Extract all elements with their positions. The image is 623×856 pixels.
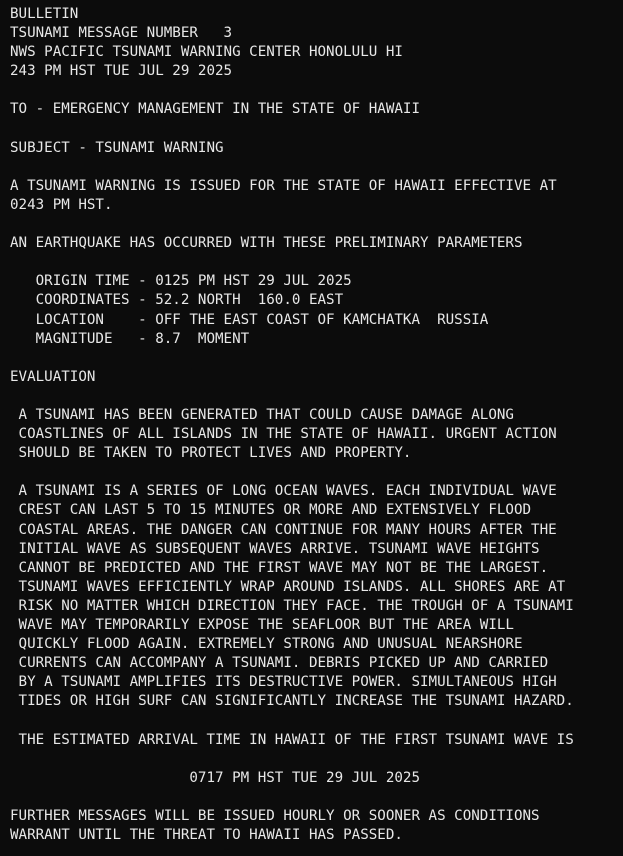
warning-statement-line: 0243 PM HST. [10, 196, 113, 213]
location: LOCATION - OFF THE EAST COAST OF KAMCHATKA RUSSIA [10, 311, 489, 328]
origin-time: ORIGIN TIME - 0125 PM HST 29 JUL 2025 [10, 273, 352, 290]
blank-line [10, 120, 623, 139]
tsunami-description-line: A TSUNAMI IS A SERIES OF LONG OCEAN WAVES. EACH INDIVIDUAL WAVE [10, 483, 557, 500]
tsunami-description-line: WAVE MAY TEMPORARILY EXPOSE THE SEAFLOOR BUT THE AREA WILL [10, 617, 514, 633]
arrival-time: 0717 PM HST TUE 29 JUL 2025 [10, 769, 420, 786]
issue-time: 243 PM HST TUE JUL 29 2025 [10, 63, 233, 80]
recipient-line: TO - EMERGENCY MANAGEMENT IN THE STATE OF HAWAII [10, 101, 420, 118]
blank-line [10, 81, 623, 100]
tsunami-description-line: INITIAL WAVE AS SUBSEQUENT WAVES ARRIVE. TSUNAMI WAVE HEIGHTS [10, 540, 540, 557]
evaluation-paragraph-line: SHOULD BE TAKEN TO PROTECT LIVES AND PROPERTY. [10, 445, 412, 462]
blank-line [10, 788, 623, 807]
tsunami-description-line: CURRENTS CAN ACCOMPANY A TSUNAMI. DEBRIS PICKED UP AND CARRIED [10, 655, 549, 672]
further-messages-line: FURTHER MESSAGES WILL BE ISSUED HOURLY OR SOONER AS CONDITIONS [10, 807, 540, 824]
tsunami-description-line: QUICKLY FLOOD AGAIN. EXTREMELY STRONG AND UNUSUAL NEARSHORE [10, 636, 523, 653]
message-number: TSUNAMI MESSAGE NUMBER 3 [10, 25, 233, 42]
earthquake-intro: AN EARTHQUAKE HAS OCCURRED WITH THESE PRELIMINARY PARAMETERS [10, 235, 523, 252]
evaluation-paragraph-line: COASTLINES OF ALL ISLANDS IN THE STATE OF HAWAII. URGENT ACTION [10, 426, 557, 443]
blank-line [10, 387, 623, 406]
bulletin-header: BULLETIN [10, 6, 79, 22]
tsunami-description-line: TIDES OR HIGH SURF CAN SIGNIFICANTLY INCREASE THE TSUNAMI HAZARD. [10, 693, 574, 710]
blank-line [10, 711, 623, 730]
evaluation-paragraph-line: A TSUNAMI HAS BEEN GENERATED THAT COULD CAUSE DAMAGE ALONG [10, 406, 514, 423]
magnitude: MAGNITUDE - 8.7 MOMENT [10, 330, 250, 347]
tsunami-description-line: CANNOT BE PREDICTED AND THE FIRST WAVE MAY NOT BE THE LARGEST. [10, 559, 549, 576]
issuing-center: NWS PACIFIC TSUNAMI WARNING CENTER HONOLULU HI [10, 44, 403, 61]
blank-line [10, 349, 623, 368]
further-messages-line: WARRANT UNTIL THE THREAT TO HAWAII HAS PASSED. [10, 827, 403, 844]
blank-line [10, 463, 623, 482]
tsunami-description-line: TSUNAMI WAVES EFFICIENTLY WRAP AROUND ISLANDS. ALL SHORES ARE AT [10, 578, 566, 595]
blank-line [10, 215, 623, 234]
warning-statement-line: A TSUNAMI WARNING IS ISSUED FOR THE STATE OF HAWAII EFFECTIVE AT [10, 177, 557, 194]
evaluation-heading: EVALUATION [10, 368, 96, 385]
tsunami-description-line: COASTAL AREAS. THE DANGER CAN CONTINUE FOR MANY HOURS AFTER THE [10, 521, 557, 538]
blank-line [10, 158, 623, 177]
blank-line [10, 750, 623, 769]
tsunami-description-line: CREST CAN LAST 5 TO 15 MINUTES OR MORE AND EXTENSIVELY FLOOD [10, 502, 532, 519]
coordinates: COORDINATES - 52.2 NORTH 160.0 EAST [10, 292, 344, 309]
tsunami-description-line: RISK NO MATTER WHICH DIRECTION THEY FACE. THE TROUGH OF A TSUNAMI [10, 597, 574, 614]
arrival-intro: THE ESTIMATED ARRIVAL TIME IN HAWAII OF THE FIRST TSUNAMI WAVE IS [10, 731, 574, 748]
tsunami-description-line: BY A TSUNAMI AMPLIFIES ITS DESTRUCTIVE POWER. SIMULTANEOUS HIGH [10, 674, 557, 691]
blank-line [10, 253, 623, 272]
subject-line: SUBJECT - TSUNAMI WARNING [10, 139, 224, 156]
